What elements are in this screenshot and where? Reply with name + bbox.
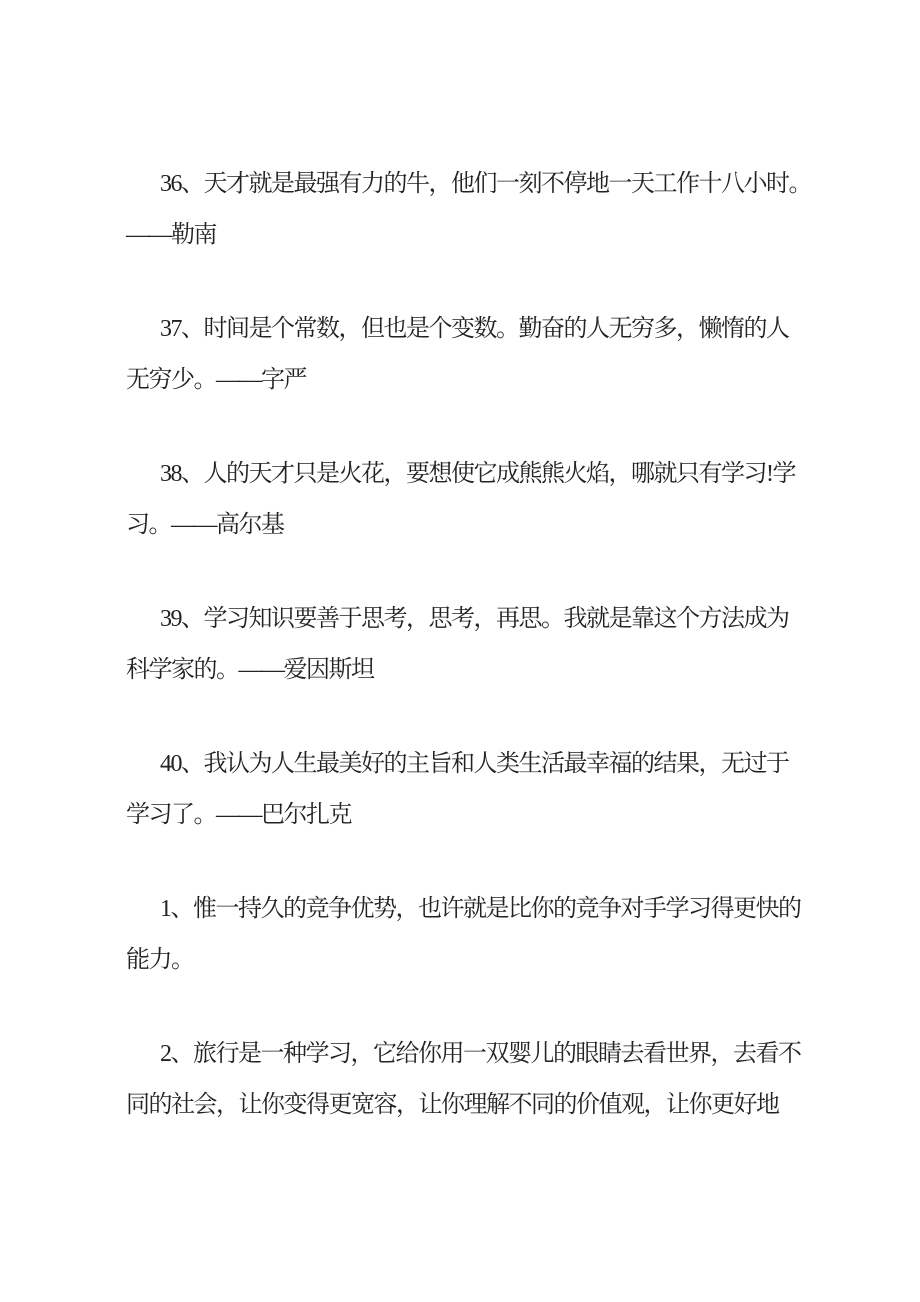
- quote-line: 学习了。——巴尔扎克: [126, 802, 351, 828]
- quote-paragraph-37: [126, 304, 880, 406]
- quote-line: 无穷少。——字严: [126, 367, 306, 393]
- quote-paragraph-39: [126, 594, 880, 696]
- quote-line: 1、惟一持久的竞争优势，也许就是比你的竞争对手学习得更快的: [160, 896, 801, 922]
- quote-paragraph-38: [126, 449, 880, 551]
- quote-line: ——勒南: [126, 222, 216, 248]
- quote-line: 科学家的。——爱因斯坦: [126, 657, 374, 683]
- quote-line: 能力。: [126, 947, 194, 973]
- quote-paragraph-36: [126, 159, 880, 261]
- quote-paragraph-1: [126, 884, 880, 986]
- quote-line: 习。——高尔基: [126, 512, 284, 538]
- quote-line: 37、时间是个常数，但也是个变数。勤奋的人无穷多，懒惰的人: [160, 316, 789, 342]
- quote-paragraph-40: [126, 739, 880, 841]
- quote-line: 39、学习知识要善于思考，思考，再思。我就是靠这个方法成为: [160, 606, 789, 632]
- quote-line: 40、我认为人生最美好的主旨和人类生活最幸福的结果，无过于: [160, 751, 789, 777]
- quote-line: 38、人的天才只是火花，要想使它成熊熊火焰，哪就只有学习!学: [160, 461, 795, 487]
- quote-line: 36、天才就是最强有力的牛，他们一刻不停地一天工作十八小时。: [160, 171, 811, 197]
- quote-paragraph-2: [126, 1029, 880, 1131]
- quote-line: 同的社会，让你变得更宽容，让你理解不同的价值观，让你更好地: [126, 1092, 779, 1118]
- quote-line: 2、旅行是一种学习，它给你用一双婴儿的眼睛去看世界，去看不: [160, 1041, 801, 1067]
